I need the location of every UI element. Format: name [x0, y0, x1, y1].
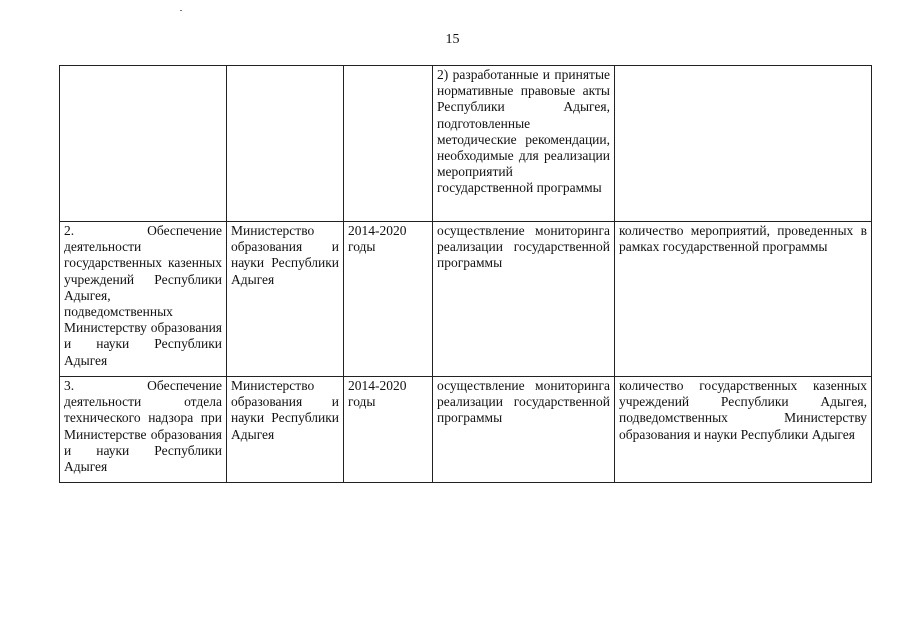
table-cell-event: 3. Обеспечение деятельности отдела технического надзора при Министерстве образования и науки Республики Адыгея — [60, 377, 227, 483]
table-cell-executor — [227, 66, 344, 222]
table-cell-indicator: количество мероприятий, проведенных в рамках государственной программы — [615, 222, 872, 377]
table-cell-executor: Министерство образования и науки Республики Адыгея — [227, 377, 344, 483]
table-cell-result: осуществление мониторинга реализации государственной программы — [433, 222, 615, 377]
table-cell-period — [344, 66, 433, 222]
table-cell-indicator: количество государственных казенных учреждений Республики Адыгея, подведомственных Министерству образования и науки Республики Адыгея — [615, 377, 872, 483]
document-table — [59, 65, 872, 483]
table-cell-event: 2. Обеспечение деятельности государственных казенных учреждений Республики Адыгея, подведомственных Министерству образования и науки Республики Адыгея — [60, 222, 227, 377]
table-cell-executor: Министерство образования и науки Республики Адыгея — [227, 222, 344, 377]
table-cell-indicator — [615, 66, 872, 222]
page-number: 15 — [445, 32, 460, 47]
table-row — [60, 222, 872, 377]
table-cell-result: осуществление мониторинга реализации государственной программы — [433, 377, 615, 483]
table-cell-event — [60, 66, 227, 222]
table-row — [60, 66, 872, 222]
scan-speck — [180, 10, 182, 11]
table-row — [60, 377, 872, 483]
table-cell-period: 2014-2020 годы — [344, 377, 433, 483]
table-cell-result: 2) разработанные и принятые нормативные правовые акты Республики Адыгея, подготовленные методические рекомендации, необходимые для реализации мероприятий государственной программы — [433, 66, 615, 222]
table-cell-period: 2014-2020 годы — [344, 222, 433, 377]
